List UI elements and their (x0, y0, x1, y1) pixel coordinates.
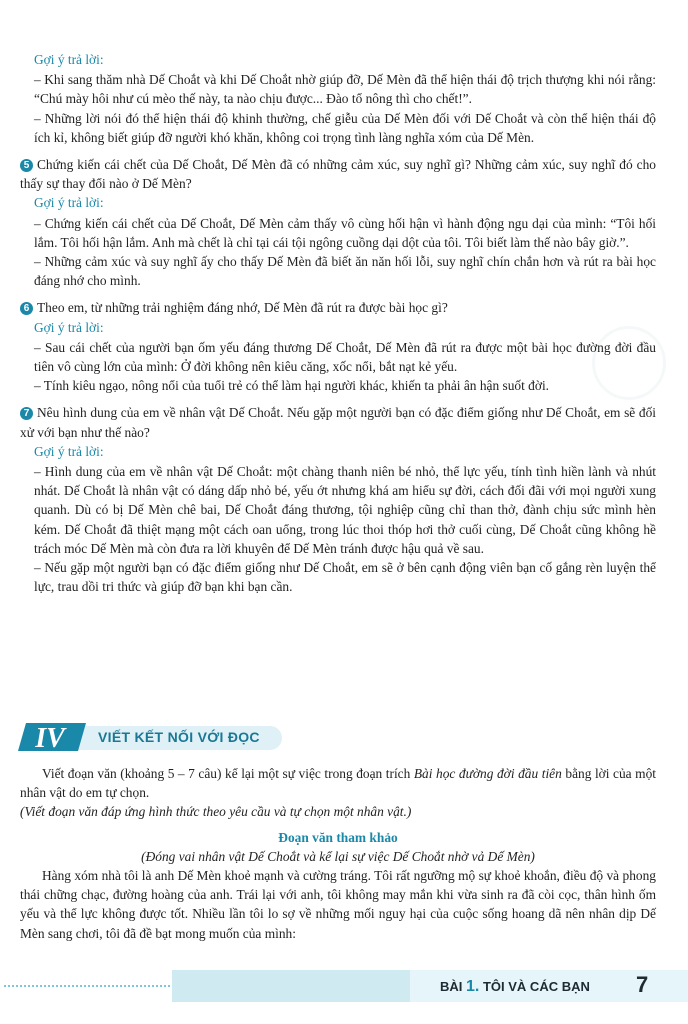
question-number-badge: 7 (20, 407, 33, 420)
section-title: VIẾT KẾT NỐI VỚI ĐỌC (98, 729, 260, 745)
reference-subtitle: (Đóng vai nhân vật Dế Choắt và kể lại sự việc Dế Choắt nhờ vả Dế Mèn) (141, 848, 535, 864)
question-7-text (20, 403, 656, 441)
answer-5-line-1: – Chứng kiến cái chết của Dế Choắt, Dế Mèn cảm thấy vô cùng hối hận vì hành động ngu dại của mình: “Tôi hối lắm. Tôi hối hận lắm. Anh mà chết là chỉ tại cái tội ngông cuồng dại dột của tôi. Tôi biết làm thế nào bây giờ.”. (34, 215, 656, 250)
hint-label: Gợi ý trả lời: (34, 319, 104, 335)
task-note: (Viết đoạn văn đáp ứng hình thức theo yêu cầu và tự chọn một nhân vật.) (20, 804, 412, 820)
answer-4 (20, 50, 656, 147)
question-5-text (20, 155, 656, 193)
question-5 (20, 155, 656, 290)
answer-4-line-1: – Khi sang thăm nhà Dế Choắt và khi Dế Choắt nhờ giúp đỡ, Dế Mèn đã thể hiện thái độ trịch thượng khi nói rằng: “Chú mày hôi như cú mèo thế này, ta nào chịu được... Đào tổ nông thì cho chết!”. (34, 72, 656, 107)
answer-4-line-2: – Những lời nói đó thể hiện thái độ khinh thường, chế giễu của Dế Mèn đối với Dế Choắt và còn thể hiện thái độ ích kỉ, không biết giúp đỡ người khó khăn, không coi trọng tình làng nghĩa xóm của Dế Mèn. (34, 110, 656, 145)
task-text-2: bằng lời của một nhân vật do em tự chọn. (20, 766, 656, 801)
lesson-label (440, 978, 590, 996)
questions-area (20, 50, 656, 604)
question-number-badge: 5 (20, 159, 33, 172)
footer-dotted-line (4, 985, 174, 987)
answer-6-line-1: – Sau cái chết của người bạn ốm yếu đáng thương Dế Choắt, Dế Mèn đã rút ra được một bài học đường đời đầu tiên vô cùng lớn của mình: Ở đời không nên kiêu căng, xốc nổi, bắt nạt kẻ yếu. (34, 339, 656, 375)
question-6-body: Theo em, từ những trải nghiệm đáng nhớ, Dế Mèn đã rút ra được bài học gì? (37, 300, 448, 316)
task-work-title: Bài học đường đời đầu tiên (413, 766, 562, 781)
section-numeral: IV (35, 723, 65, 754)
question-7 (20, 403, 656, 596)
lesson-title: TÔI VÀ CÁC BẠN (482, 979, 590, 994)
hint-label: Gợi ý trả lời: (34, 195, 104, 211)
hint-label: Gợi ý trả lời: (34, 52, 104, 67)
page-footer (0, 966, 688, 1006)
section-numeral-badge (16, 720, 90, 754)
lesson-prefix: BÀI (440, 979, 463, 994)
answer-7-line-1: – Hình dung của em về nhân vật Dế Choắt: một chàng thanh niên bé nhỏ, thể lực yếu, tính tình hiền lành và nhút nhát. Dế Choắt là nhân vật có dáng dấp nhỏ bé, yếu ớt nhưng khá am hiểu sự đời, cách đối đãi với mọi người xung quanh. Dù có bị Dế Mèn chê bai, Dế Choắt đáng thương, tội nghiệp cũng chỉ than thở, đành chịu sức mình hèn kém. Dế Choắt đã thiệt mạng một cách oan uổng, trong lúc thoi thóp hơi thở cuối cùng, Dế Choắt cũng không hề trách móc Dế Mèn mà còn đưa ra lời khuyên để Dế Mèn tránh được hậu quả về sau. (34, 464, 656, 556)
section-heading (16, 720, 276, 754)
reference-paragraph: Hàng xóm nhà tôi là anh Dế Mèn khoẻ mạnh và cường tráng. Tôi rất ngưỡng mộ sự khoẻ khoắn, điều độ và phong thái chững chạc, đường hoàng của anh. Trái lại với anh, tôi không may mắn khi vừa sinh ra đã còi cọc, thân hình ốm yếu và thể lực không được tốt. Nhiều lần tôi lo sợ về những mối nguy hại của cuộc sống hoang dã nên nhân dịp Dế Mèn sang chơi, tôi đã đề bạt mong muốn của mình: (20, 868, 656, 941)
task-text-1: Viết đoạn văn (khoảng 5 – 7 câu) kể lại một sự việc trong đoạn trích (42, 766, 414, 781)
lesson-number: 1. (466, 978, 480, 995)
page-number: 7 (636, 972, 649, 997)
question-6-text (20, 298, 656, 317)
hint-label: Gợi ý trả lời: (34, 443, 104, 459)
question-number-badge: 6 (20, 302, 33, 315)
reference-title: Đoạn văn tham khảo (278, 829, 398, 845)
answer-6-line-2: – Tính kiêu ngạo, nông nổi của tuổi trẻ có thể làm hại người khác, khiến ta phải ân hận suốt đời. (34, 378, 550, 394)
answer-7-line-2: – Nếu gặp một người bạn có đặc điểm giống như Dế Choắt, em sẽ ở bên cạnh động viên bạn cố gắng rèn luyện thể lực, trau dồi tri thức và giúp đỡ bạn khi bạn cần. (34, 560, 656, 595)
question-7-body: Nêu hình dung của em về nhân vật Dế Choắt. Nếu gặp một người bạn có đặc điểm giống như Dế Choắt, em sẽ đối xử với bạn như thế nào? (20, 405, 656, 440)
answer-5-line-2: – Những cảm xúc và suy nghĩ ấy cho thấy Dế Mèn đã biết ăn năn hối lỗi, suy nghĩ chín chắn hơn và rút ra bài học đáng nhớ cho mình. (34, 254, 656, 289)
writing-task (20, 764, 656, 802)
question-5-body: Chứng kiến cái chết của Dế Choắt, Dế Mèn đã có những cảm xúc, suy nghĩ gì? Những cảm xúc, suy nghĩ đó cho thấy sự thay đổi nào ở Dế Mèn? (20, 157, 656, 192)
question-6 (20, 298, 656, 395)
section-4-body (20, 764, 656, 943)
